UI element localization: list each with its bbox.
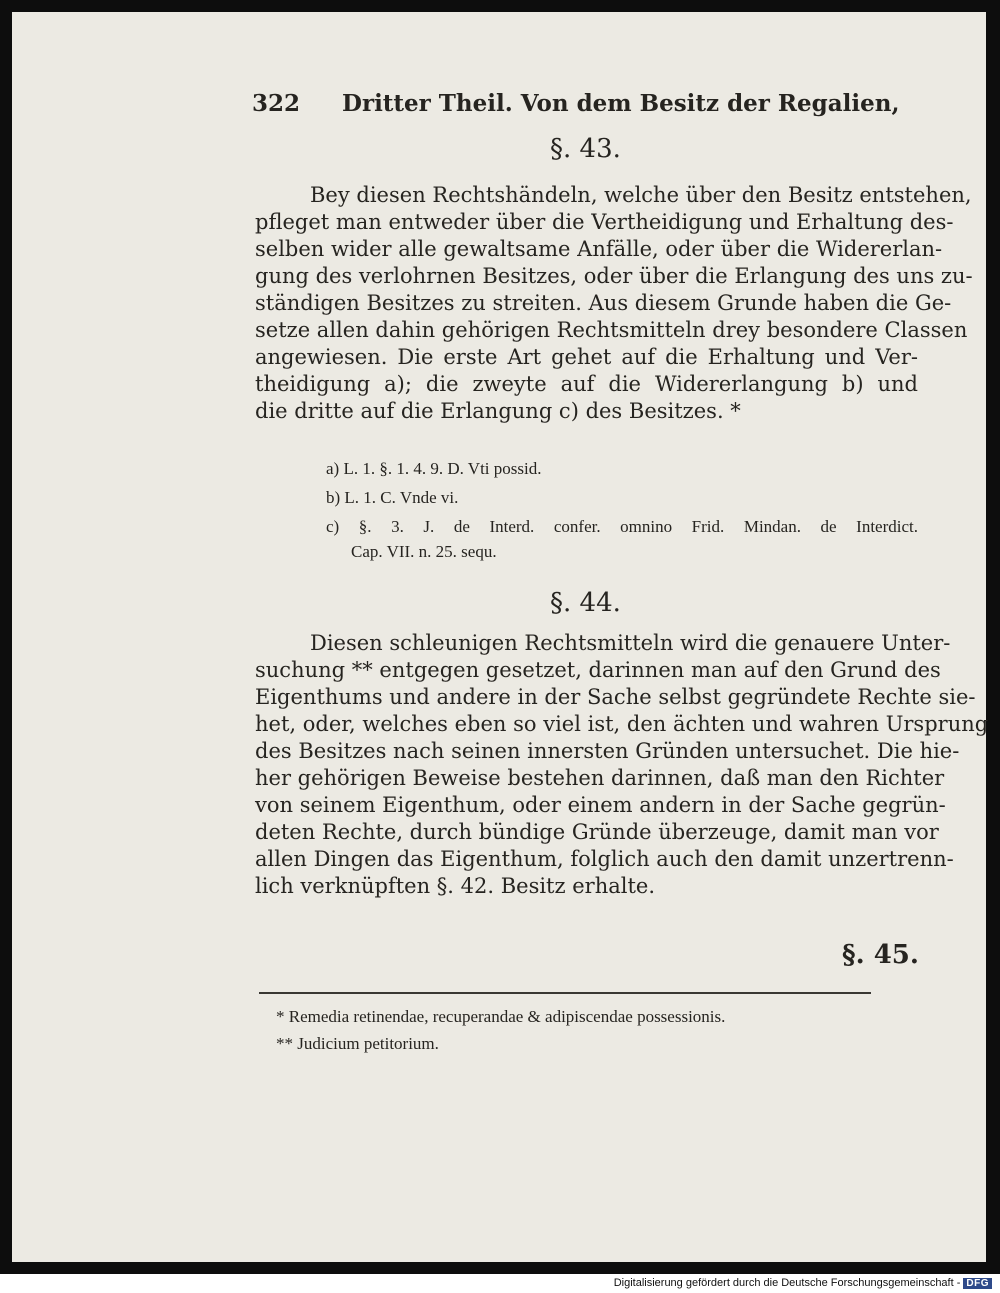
paragraph-line: het, oder, welches eben so viel ist, den ächten und wahren Ursprung [255, 712, 989, 736]
paragraph-line: von seinem Eigenthum, oder einem andern in der Sache gegrün- [255, 793, 946, 817]
page-footnote: * Remedia retinendae, recuperandae & adipiscendae possessionis. [276, 1007, 726, 1026]
paragraph-line: ständigen Besitzes zu streiten. Aus diesem Grunde haben die Ge- [255, 291, 952, 315]
footnote-c-continued: Cap. VII. n. 25. sequ. [351, 542, 497, 561]
section-44-heading: §. 44. [550, 588, 621, 618]
dfg-logo: DFG [963, 1278, 992, 1289]
paragraph-line: die dritte auf die Erlangung c) des Besitzes. * [255, 399, 741, 423]
digitization-credit [614, 1277, 992, 1289]
page-footnote: ** Judicium petitorium. [276, 1034, 439, 1053]
paragraph-line: des Besitzes nach seinen innersten Gründen untersuchet. Die hie- [255, 739, 960, 763]
paragraph-line: setze allen dahin gehörigen Rechtsmitteln drey besondere Classen [255, 318, 968, 342]
book-page [12, 12, 989, 1262]
paragraph-line: deten Rechte, durch bündige Gründe überzeuge, damit man vor [255, 820, 939, 844]
paragraph-line: pfleget man entweder über die Vertheidigung und Erhaltung des- [255, 210, 954, 234]
credit-text: Digitalisierung gefördert durch die Deutsche Forschungsgemeinschaft - [613, 1277, 961, 1289]
footnote-divider [259, 992, 871, 994]
footnote-b: b) L. 1. C. Vnde vi. [326, 488, 459, 507]
page-number: 322 [252, 90, 301, 117]
paragraph-line: Diesen schleunigen Rechtsmitteln wird die genauere Unter- [310, 631, 951, 655]
paragraph-line: suchung ** entgegen gesetzet, darinnen man auf den Grund des [255, 658, 941, 682]
catchword: §. 45. [842, 940, 919, 970]
running-title: Dritter Theil. Von dem Besitz der Regalien, [342, 90, 900, 117]
paragraph-line: her gehörigen Beweise bestehen darinnen, daß man den Richter [255, 766, 945, 790]
paragraph-line: selben wider alle gewaltsame Anfälle, oder über die Widererlan- [255, 237, 943, 261]
paragraph-line: gung des verlohrnen Besitzes, oder über die Erlangung des uns zu- [255, 264, 973, 288]
footnote-c: c) §. 3. J. de Interd. confer. omnino Frid. Mindan. de Interdict. [326, 517, 918, 536]
paragraph-line: Bey diesen Rechtshändeln, welche über den Besitz entstehen, [310, 183, 972, 207]
paragraph-line: theidigung a); die zweyte auf die Widererlangung b) und [255, 372, 918, 396]
section-43-heading: §. 43. [550, 134, 621, 164]
paragraph-line: angewiesen. Die erste Art gehet auf die Erhaltung und Ver- [255, 345, 918, 369]
paragraph-line: allen Dingen das Eigenthum, folglich auch den damit unzertrenn- [255, 847, 954, 871]
paragraph-line: lich verknüpften §. 42. Besitz erhalte. [255, 874, 656, 898]
paragraph-line: Eigenthums und andere in der Sache selbst gegründete Rechte sie- [255, 685, 976, 709]
footnote-a: a) L. 1. §. 1. 4. 9. D. Vti possid. [326, 459, 542, 478]
